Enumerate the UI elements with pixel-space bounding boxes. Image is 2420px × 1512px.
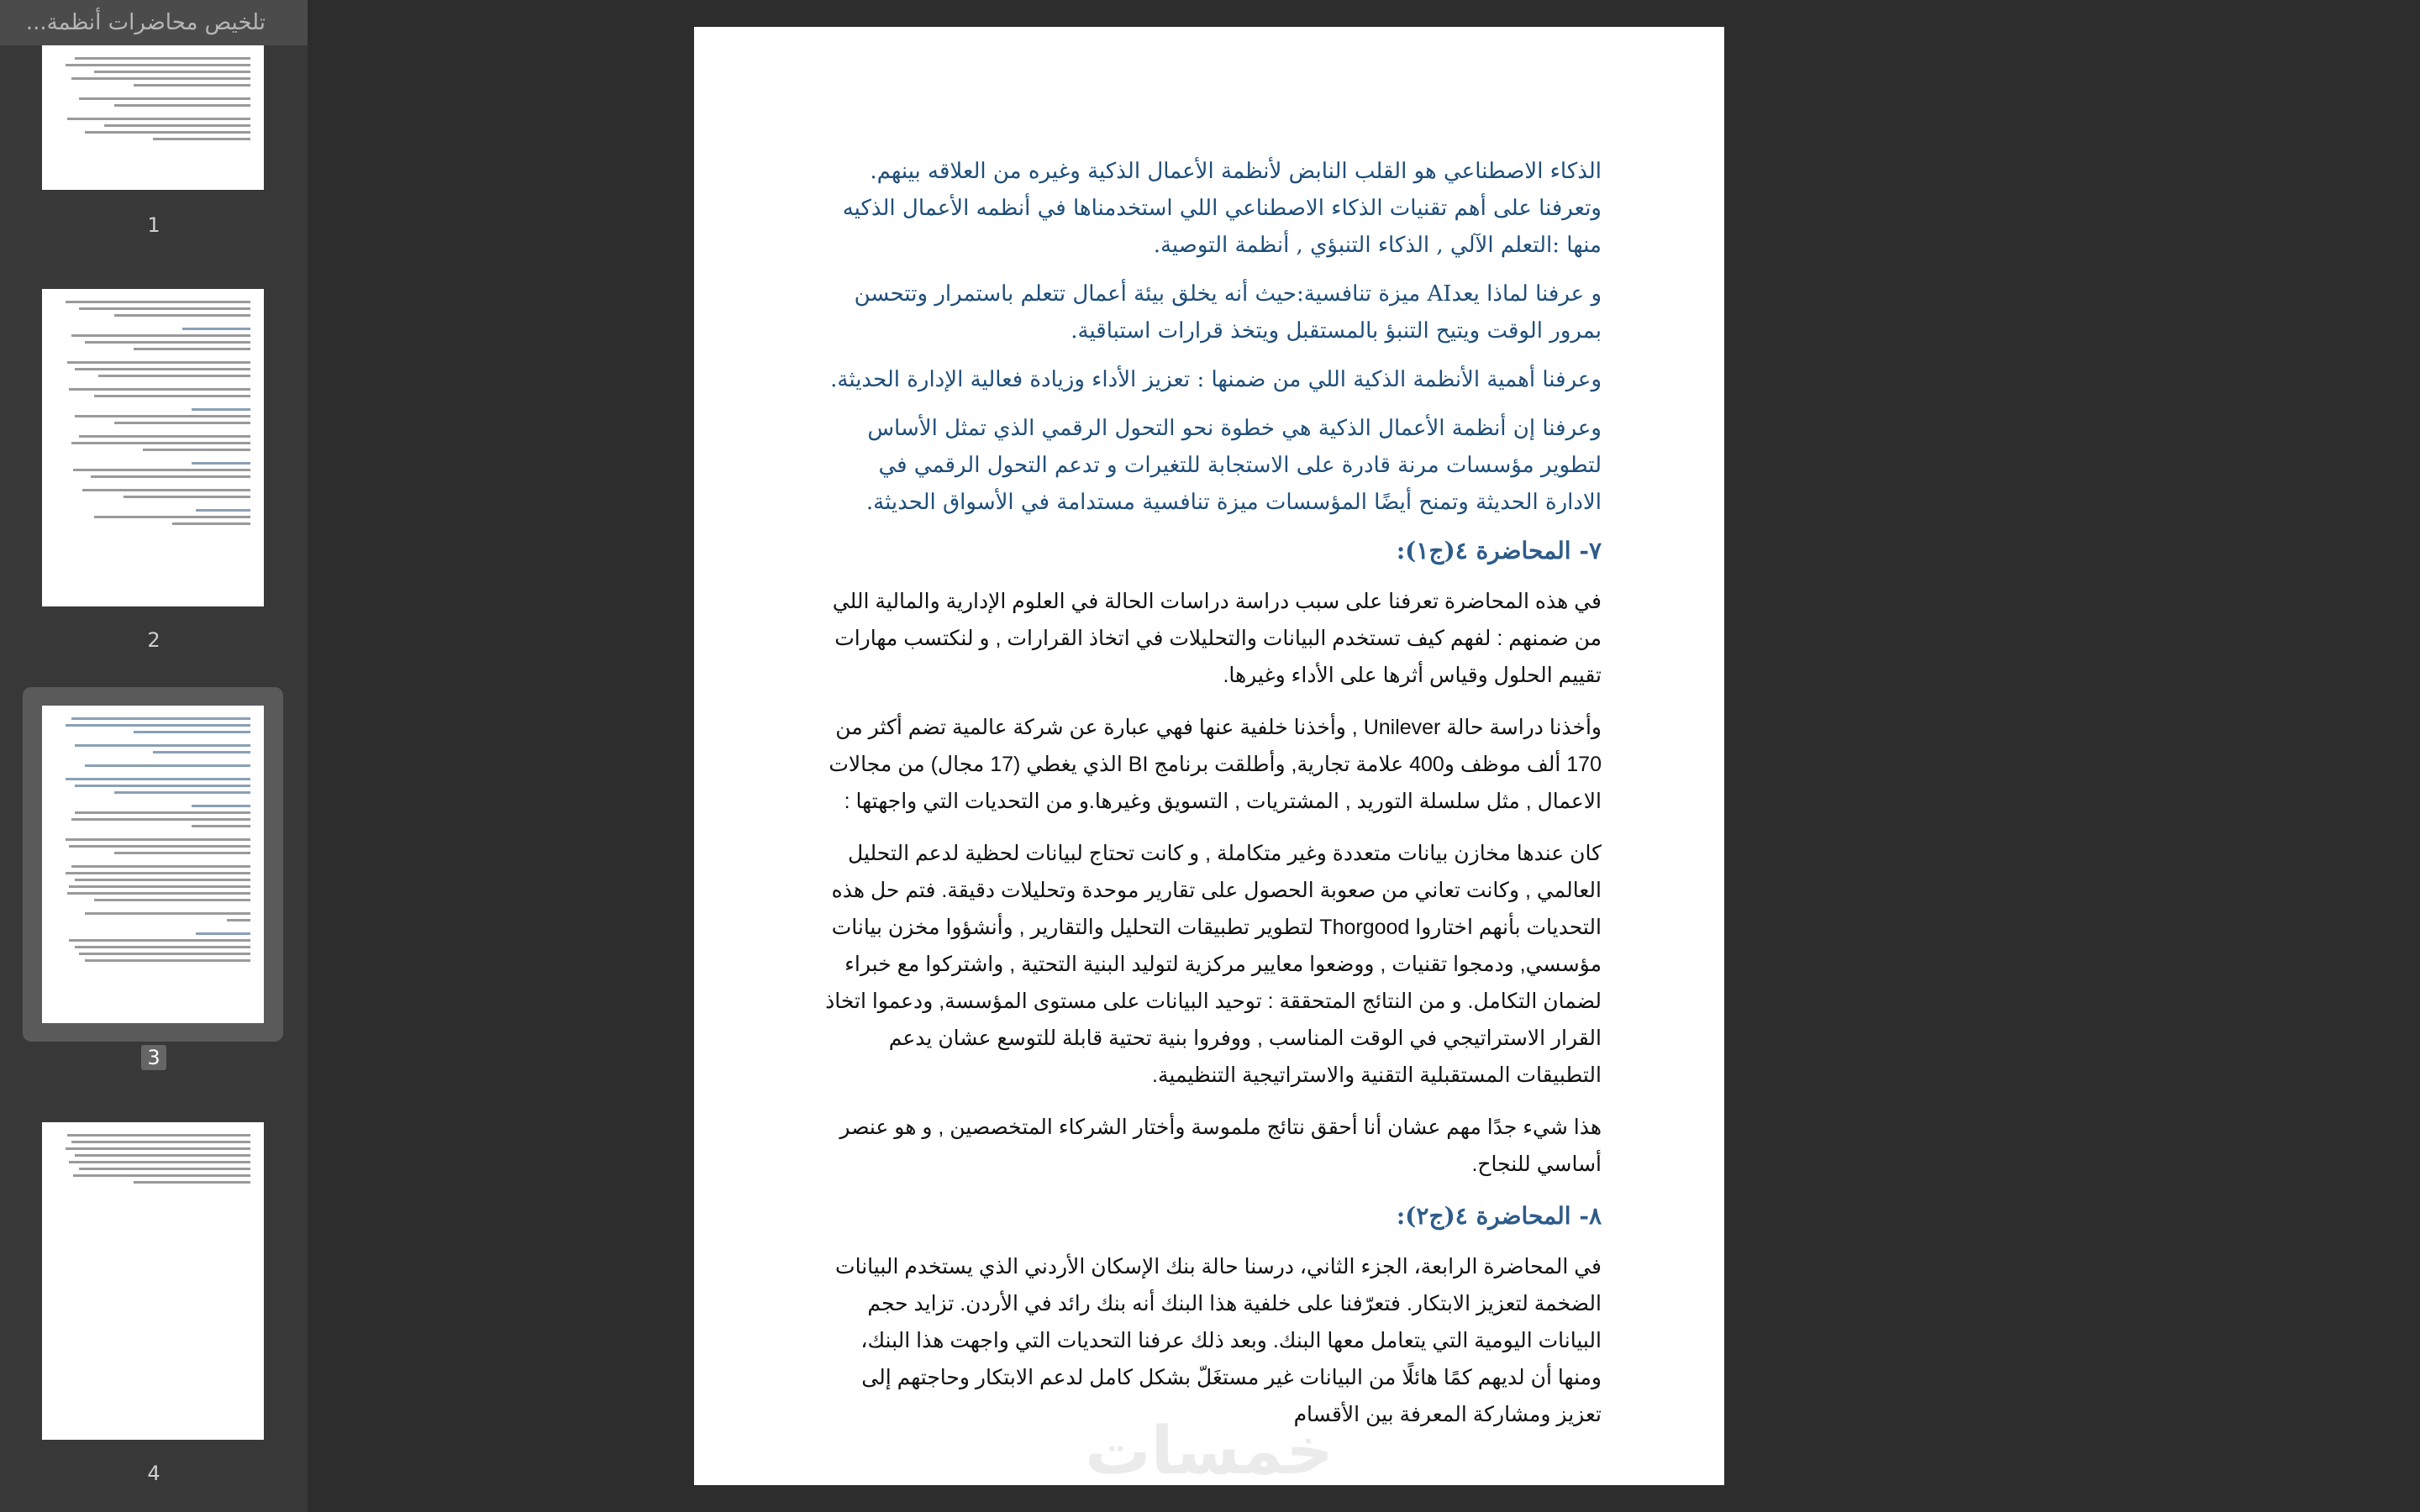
page-thumbnail-3[interactable] bbox=[42, 706, 264, 1023]
section-heading-lecture-8: ٨- المحاضرة ٤(ج٢): bbox=[1396, 1202, 1602, 1230]
page-content bbox=[820, 153, 1602, 1448]
document-page bbox=[694, 27, 1724, 1489]
page-number-4: 4 bbox=[147, 1462, 160, 1485]
page-thumbnail-1[interactable] bbox=[42, 45, 264, 190]
lecture-7-paragraph-conclusion: هذا شيء جدًا مهم عشان أنا أحقق نتائج ملموسة وأختار الشركاء المتخصصين , و هو عنصر أساسي للنجاح. bbox=[839, 1116, 1602, 1176]
summary-paragraph-importance: وعرفنا أهمية الأنظمة الذكية اللي من ضمنها : تعزيز الأداء وزيادة فعالية الإدارة الحديثة. bbox=[830, 367, 1602, 392]
page-thumbnail-4[interactable] bbox=[42, 1122, 264, 1440]
watermark-logo: خمسات bbox=[1085, 1414, 1334, 1489]
summary-paragraph-ai-core: الذكاء الاصطناعي هو القلب النابض لأنظمة الأعمال الذكية وغيره من العلاقه بينهم. وتعرفنا على أهم تقنيات الذكاء الاصطناعي اللي استخدمناها في أنظمه الأعمال الذكيه منها :التعلم الآلي , الذكاء التنبؤي , أنظمة التوصية. bbox=[842, 159, 1602, 258]
page-thumbnails-sidebar bbox=[0, 0, 308, 1512]
lecture-7-paragraph-intro: في هذه المحاضرة تعرفنا على سبب دراسة دراسات الحالة في العلوم الإدارية والمالية اللي من ضمنهم : لفهم كيف تستخدم البيانات والتحليلات في اتخاذ القرارات , و لنكتسب مهارات تقييم الحلول وقياس أثرها على الأداء وغيرها. bbox=[832, 590, 1602, 687]
summary-paragraph-competitive-advantage: و عرفنا لماذا يعدAI ميزة تنافسية:حيث أنه يخلق بيئة أعمال تتعلم باستمرار وتتحسن بمرور الوقت ويتيح التنبؤ بالمستقبل ويتخذ قرارات استباقية. bbox=[854, 281, 1602, 344]
page-number-1: 1 bbox=[147, 213, 160, 237]
lecture-7-paragraph-unilever: وأخذنا دراسة حالة Unilever , وأخذنا خلفية عنها فهي عبارة عن شركة عالمية تضم أكثر من 170 ألف موظف و400 علامة تجارية, وأطلقت برنامج BI الذي يغطي (17 مجال) من مجالات الاعمال , مثل سلسلة التوريد , المشتريات , التسويق وغيرها.و من التحديات التي واجهتها : bbox=[829, 716, 1602, 813]
page-number-3: 3 bbox=[0, 1045, 308, 1070]
lecture-8-paragraph: في المحاضرة الرابعة، الجزء الثاني، درسنا حالة بنك الإسكان الأردني الذي يستخدم البيانات الضخمة لتعزيز الابتكار. فتعرّفنا على خلفية هذا البنك أنه بنك رائد في الأردن. تزايد حجم البيانات اليومية التي يتعامل معها البنك. وبعد ذلك عرفنا التحديات التي واجهت هذا البنك، ومنها أن لديهم كمًا هائلًا من البيانات غير مستغَلّ بشكل كامل لدعم الابتكار وحاجتهم إلى تعزيز ومشاركة المعرفة بين الأقسام bbox=[835, 1255, 1602, 1426]
page-thumbnail-2[interactable] bbox=[42, 289, 264, 606]
document-title: تلخيص محاضرات أنظمة... bbox=[0, 0, 308, 45]
lecture-7-paragraph-challenges: كان عندها مخازن بيانات متعددة وغير متكاملة , و كانت تحتاج لبيانات لحظية لدعم التحليل العالمي , وكانت تعاني من صعوبة الحصول على تقارير موحدة وتحليلات دقيقة. فتم حل هذه التحديات بأنهم اختاروا Thorgood لتطوير تطبيقات التحليل والتقارير , وأنشؤوا مخزن بيانات مؤسسي, ودمجوا تقنيات , ووضعوا معايير مركزية لتوليد البنية التحتية , واشتركوا مع خبراء لضمان التكامل. و من النتائج المتحققة : توحيد البيانات على مستوى المؤسسة, ودعموا اتخاذ القرار الاستراتيجي في الوقت المناسب , ووفروا بنية تحتية قابلة للتوسع عشان يدعم التطبيقات المستقبلية التقنية والاستراتيجية التنظيمية. bbox=[825, 842, 1602, 1087]
summary-paragraph-digital-transformation: وعرفنا إن أنظمة الأعمال الذكية هي خطوة نحو التحول الرقمي الذي تمثل الأساس لتطوير مؤسسات مرنة قادرة على الاستجابة للتغيرات و تدعم التحول الرقمي في الادارة الحديثة وتمنح أيضًا المؤسسات ميزة تنافسية مستدامة في الأسواق الحديثة. bbox=[865, 416, 1602, 515]
section-heading-lecture-7: ٧- المحاضرة ٤(ج١): bbox=[1396, 537, 1602, 564]
page-number-2: 2 bbox=[147, 628, 160, 652]
